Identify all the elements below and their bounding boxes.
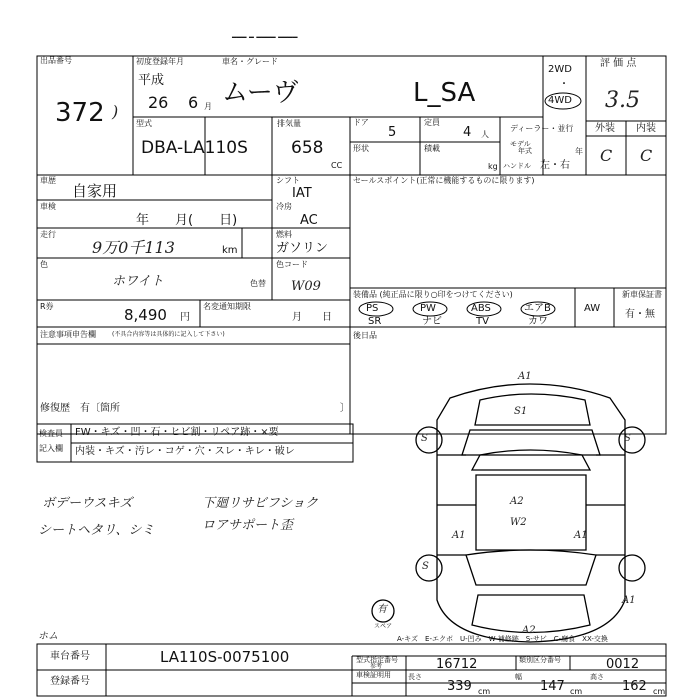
chassis-label: 車台番号: [50, 651, 90, 662]
recycle: 8,490: [124, 306, 167, 324]
drive-2wd: 2WD: [548, 64, 572, 75]
mileage-label: 走行: [40, 230, 56, 239]
damage-legend: A-キズ E-エクボ U-凹み W-補修跡 S-サビ C-腐食 XX-交換: [397, 635, 608, 643]
grade-name: L_SA: [413, 78, 476, 108]
transmission-label: シフト: [276, 176, 300, 185]
equip-tv: TV: [476, 316, 489, 327]
door-label: ドア: [353, 118, 369, 127]
spare-mark: 有: [377, 604, 387, 615]
handle: 左・右: [540, 160, 570, 171]
class-label: 類別区分番号: [519, 656, 561, 664]
model-year-label2: 年式: [518, 147, 532, 155]
equip-ps: PS: [366, 303, 379, 314]
type-no-label: 型式指定番号: [356, 656, 398, 664]
inspector-row-1: FW・キズ・凹・石・ヒビ割・リペア跡・×要: [75, 427, 279, 438]
color: ホワイト: [112, 274, 164, 289]
equip-pw: PW: [420, 303, 436, 314]
ac-label: 冷房: [276, 202, 292, 211]
yen-unit: 円: [180, 312, 190, 323]
year-suffix: 年: [575, 147, 583, 156]
sales-points-label: セールスポイント(正常に機能するものに限ります): [353, 176, 535, 185]
damage-mark: A2: [510, 496, 524, 507]
length: 339: [447, 679, 472, 694]
capacity: 4: [463, 125, 472, 140]
inspector-row-2: 内装・キズ・汚レ・コゲ・穴・スレ・キレ・破レ: [75, 446, 295, 457]
exterior-label: 外装: [595, 123, 615, 134]
kg-unit: kg: [488, 162, 498, 171]
notice-label: 名変通知期限: [203, 302, 251, 311]
class-no: 0012: [606, 657, 640, 672]
equipment-label: 装備品 (純正品に限り○印をつけてください): [353, 290, 513, 299]
damage-mark: A2: [522, 625, 536, 636]
model-year-label1: モデル: [510, 140, 531, 148]
equip-navi: ナビ: [422, 316, 442, 327]
damage-mark: S: [421, 433, 428, 444]
equip-sr: SR: [368, 316, 382, 327]
handwritten-note-3: 下廻リサビフショク: [202, 496, 318, 511]
ref-label: 参考: [370, 663, 383, 670]
height-cm: cm: [653, 687, 666, 696]
height-label: 高さ: [590, 673, 604, 681]
history: 自家用: [72, 182, 118, 200]
drive-dot: ・: [559, 79, 569, 90]
width-cm: cm: [570, 687, 583, 696]
damage-mark: A1: [452, 530, 466, 541]
grade-label: 評 価 点: [600, 58, 637, 69]
lot-label: 出品番号: [40, 56, 72, 65]
height: 162: [622, 679, 647, 694]
person-unit: 人: [481, 130, 489, 139]
spare-label: スペア: [374, 623, 393, 630]
equip-aw: AW: [584, 303, 601, 314]
notes-label: 注意事項申告欄: [40, 330, 96, 339]
interior-label: 内装: [636, 123, 656, 134]
doors: 5: [388, 125, 397, 140]
handwritten-note-1: ボデーウスキズ: [42, 496, 133, 511]
damage-mark: S: [422, 561, 429, 572]
type-label: 型式: [136, 119, 152, 128]
displacement: 658: [291, 138, 324, 158]
reg-label: 登録番号: [50, 676, 90, 687]
chassis-number: LA110S-0075100: [160, 648, 290, 666]
lot-paren: ): [112, 102, 119, 121]
equip-airbag: エアB: [524, 303, 551, 314]
model-label: 車名・グレード: [222, 57, 278, 66]
transmission: IAT: [292, 186, 312, 201]
first-reg-label: 初度登録年月: [136, 57, 184, 66]
interior-grade: C: [640, 146, 653, 165]
dealer-label: ディーラー・並行: [510, 124, 574, 133]
equip-leather: カワ: [528, 316, 548, 327]
length-label: 車検証明用: [356, 671, 391, 679]
capacity-label: 定員: [424, 118, 440, 127]
era: 平成: [138, 73, 165, 88]
damage-mark: A1: [518, 371, 532, 382]
equip-abs: ABS: [471, 303, 491, 314]
reg-year: 26: [148, 93, 169, 112]
handwritten-note-4: ロアサポート歪: [202, 518, 294, 533]
color-code-label: 色コード: [276, 260, 308, 269]
repair-history: 修復歴 有〔箇所: [40, 403, 120, 414]
length-unit-label: 長さ: [408, 673, 422, 681]
exterior-grade: C: [600, 146, 613, 165]
displacement-label: 排気量: [277, 119, 301, 128]
warranty: 有・無: [625, 309, 655, 320]
ac: AC: [300, 213, 318, 228]
fuel: ガソリン: [276, 241, 329, 256]
inspector-label-2: 記入欄: [39, 444, 63, 453]
handwritten-note-5: ホム: [38, 631, 58, 642]
fuel-label: 燃料: [276, 230, 292, 239]
damage-mark: S: [624, 433, 631, 444]
clipped-title: ━━━ ━ ━━━━ ━━━━: [232, 33, 298, 42]
color-change-label: 色替: [250, 279, 266, 288]
damage-mark: W2: [510, 517, 527, 528]
lot-number: 372: [55, 98, 105, 128]
afterparts-label: 後日品: [353, 331, 377, 340]
repair-history-end: 〕: [340, 403, 350, 414]
type-no: 16712: [436, 657, 478, 672]
damage-mark: A1: [574, 530, 588, 541]
km-unit: km: [222, 245, 238, 256]
cc-unit: CC: [331, 161, 343, 170]
width-label: 幅: [515, 673, 522, 681]
length-cm: cm: [478, 687, 491, 696]
mileage: 9万0千113: [92, 238, 175, 257]
width: 147: [540, 679, 565, 694]
color-label: 色: [40, 260, 48, 269]
load-label: 積載: [424, 144, 440, 153]
warranty-label: 新車保証書: [622, 290, 662, 299]
reg-month: 6: [188, 93, 199, 112]
color-code: W09: [291, 279, 321, 294]
month-unit: 月: [204, 102, 212, 111]
notes-sublabel: (不具合内容等は具体的に記入して下さい): [112, 331, 225, 338]
model-name: ムーヴ: [222, 78, 299, 108]
car-diagram: [372, 384, 645, 642]
drive-4wd: 4WD: [548, 95, 572, 106]
history-label: 車歴: [40, 176, 56, 185]
recycle-label: R券: [40, 302, 54, 311]
handle-label: ハンドル: [503, 162, 531, 170]
handwritten-note-2: シートヘタリ、シミ: [38, 523, 155, 538]
notice: 月 日: [292, 312, 332, 323]
type-code: DBA-LA110S: [141, 138, 248, 158]
damage-mark: A1: [622, 595, 636, 606]
inspection-label: 車検: [40, 202, 56, 211]
shape-label: 形状: [353, 144, 369, 153]
grade-score: 3.5: [605, 88, 640, 113]
inspection: 年 月( 日): [136, 213, 238, 228]
damage-mark: S1: [514, 406, 528, 417]
inspector-label-1: 検査員: [39, 429, 63, 438]
